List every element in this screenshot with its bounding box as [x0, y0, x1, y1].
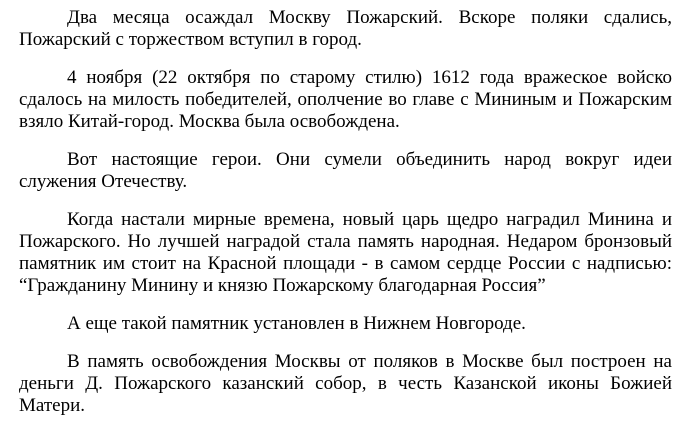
paragraph: 4 ноября (22 октября по старому стилю) 1612 года вражеское войско сдалось на милость победителей, ополчение во главе с Мининым и Пожарским взяло Китай-город. Москва была освобождена.: [19, 67, 672, 132]
paragraph: А еще такой памятник установлен в Нижнем Новгороде.: [67, 313, 526, 334]
paragraph: Когда настали мирные времена, новый царь щедро наградил Минина и Пожарского. Но лучшей наградой стала память народная. Недаром бронзовый памятник им стоит на Красной площади - в самом сердце России с надписью: “Гражданину Минину и князю Пожарскому благодарная Россия”: [19, 209, 672, 296]
paragraph: В память освобождения Москвы от поляков в Москве был построен на деньги Д. Пожарского казанский собор, в честь Казанской иконы Божией Матери.: [19, 351, 672, 416]
paragraph: Два месяца осаждал Москву Пожарский. Вскоре поляки сдались, Пожарский с торжеством вступил в город.: [19, 7, 672, 50]
paragraph: Вот настоящие герои. Они сумели объединить народ вокруг идеи служения Отечеству.: [19, 149, 672, 192]
